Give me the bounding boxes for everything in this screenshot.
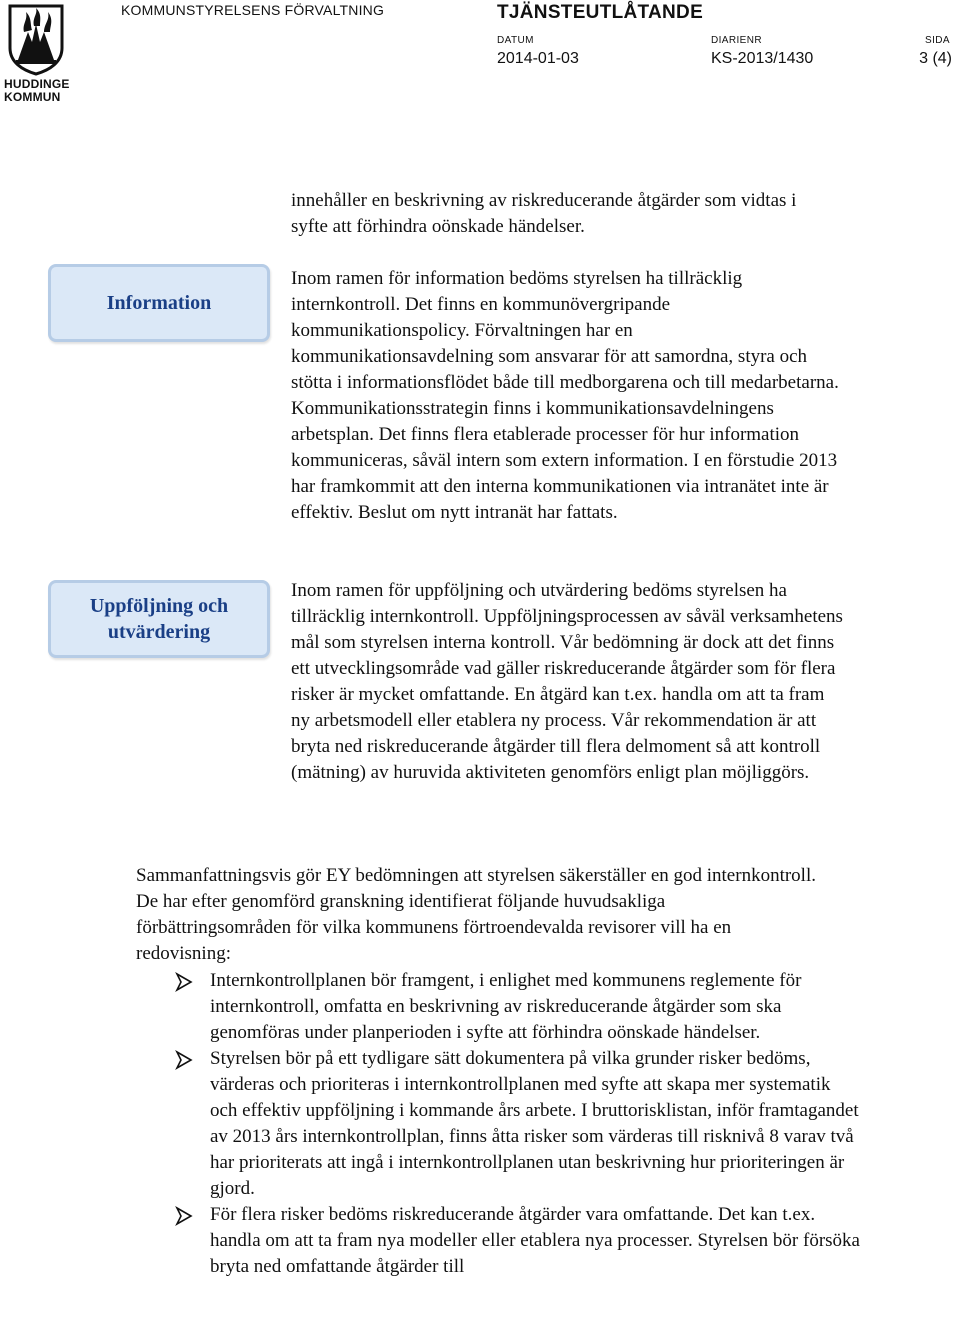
logo-text-line: KOMMUN — [4, 90, 61, 104]
arrowhead-icon — [174, 1050, 194, 1070]
datum-label: DATUM — [497, 35, 534, 46]
list-item — [172, 1046, 862, 1202]
section-label-line: utvärdering — [107, 621, 211, 643]
datum-value: 2014-01-03 — [497, 50, 579, 67]
diarienr-value: KS-2013/1430 — [711, 50, 814, 67]
list-item — [172, 1202, 862, 1280]
diarienr-label: DIARIENR — [711, 35, 762, 46]
logo-text-line: HUDDINGE — [4, 77, 70, 91]
list-item-text: För flera risker bedöms riskreducerande åtgärder vara omfattande. Det kan t.ex. handla om att ta fram nya modeller eller etablera nya processer. Styrelsen bör försöka bryta ned omfattande åtgärder till — [210, 1204, 860, 1277]
section-text-information: Inom ramen för information bedöms styrelsen ha tillräcklig internkontroll. Det finns en kommunövergripande kommunikationspolicy. Förvaltningen har en kommunikationsavdelning som ansvarar för att samordna, styra och stötta i informationsflödet både till medborgarena och till medarbetarna. Kommunikationsstrategin finns i kommunikationsavdelningens arbetsplan. Det finns flera etablerade processer för hur information kommuniceras, såväl intern som extern information. I en förstudie 2013 har framkommit att den interna kommunikationen via intranätet inte är effektiv. Beslut om nytt intranät har fattats. — [291, 268, 839, 523]
section-label-information — [48, 264, 270, 342]
list-item-text: Styrelsen bör på ett tydligare sätt dokumentera på vilka grunder risker bedöms, värderas och prioriteras i internkontrollplanen med syfte att skapa mer systematik och effektiv uppföljning i kommande års arbete. I bruttorisklistan, inför framtagandet av 2013 års internkontrollplan, finns åtta risker som värderas till risknivå 8 varav två har prioriterats att ingå i internkontrollplanen utan beskrivning hur prioriteringen är gjord. — [210, 1048, 859, 1199]
sida-value: 3 (4) — [919, 50, 952, 67]
municipal-crest-icon — [4, 2, 68, 76]
sida-label: SIDA — [925, 35, 950, 46]
recommendation-list — [172, 968, 862, 1280]
organization-name: KOMMUNSTYRELSENS FÖRVALTNING — [121, 2, 385, 18]
document-type: TJÄNSTEUTLÅTANDE — [497, 2, 704, 23]
list-item — [172, 968, 862, 1046]
section-label-line: Information — [106, 292, 212, 314]
section-text-uppfoljning: Inom ramen för uppföljning och utvärdering bedöms styrelsen ha tillräcklig internkontroll. Uppföljningsprocessen av såväl verksamhetens mål som styrelsen interna kontroll. Vår bedömning är dock att det finns ett utvecklingsområde vad gäller riskreducerande åtgärder som för flera risker är mycket omfattande. En åtgärd kan t.ex. handla om att ta fram ny arbetsmodell eller etablera ny process. Vår rekommendation är att bryta ned riskreducerande åtgärder till flera delmoment så att kontroll (mätning) av huruvida aktiviteten genomförs enligt plan möjliggörs. — [291, 580, 843, 783]
logo-text — [4, 78, 76, 104]
section-label-uppfoljning — [48, 580, 270, 658]
arrowhead-icon — [174, 972, 194, 992]
arrowhead-icon — [174, 1206, 194, 1226]
intro-paragraph: innehåller en beskrivning av riskreducerande åtgärder som vidtas i syfte att förhindra oönskade händelser. — [291, 190, 797, 237]
summary-paragraph: Sammanfattningsvis gör EY bedömningen att styrelsen säkerställer en god internkontroll. De har efter genomförd granskning identifierat följande huvudsakliga förbättringsområden för vilka kommunens förtroendevalda revisorer vill ha en redovisning: — [136, 865, 816, 964]
section-label-line: Uppföljning och — [89, 595, 229, 617]
list-item-text: Internkontrollplanen bör framgent, i enlighet med kommunens reglemente för internkontroll, omfatta en beskrivning av riskreducerande åtgärder som ska genomföras under planperioden i syfte att förhindra oönskade händelser. — [210, 970, 802, 1043]
huddinge-logo — [4, 2, 76, 106]
